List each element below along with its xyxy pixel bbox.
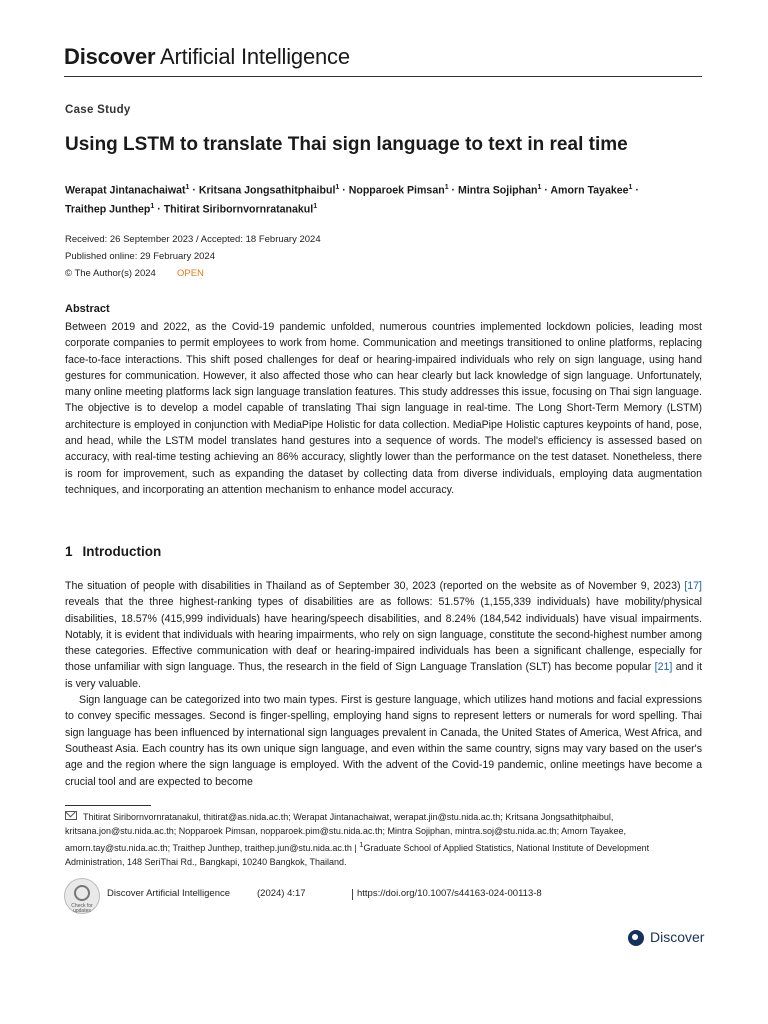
author-name[interactable]: Thitirat Siribornvornratanakul [163,203,314,216]
introduction-body [65,578,702,790]
author-list: Werapat Jintanachaiwat$^1$ · Kritsana Jongsathitphaibul$^1$ · Nopparoek Pimsan$^1$ · Mintra Sojiphan$^1$ · Amorn Tayakee$^1$ · Traithep Junthep$^1$ · Thitirat Siribornvornratanakul$^1$ [65,184,639,216]
header-rule [64,76,702,77]
abstract-heading: Abstract [65,303,110,315]
section-heading [65,544,161,559]
affiliation-mark: 1 [444,184,449,191]
correspondence-footnote [65,811,702,869]
affiliation-mark: 1 [628,184,633,191]
affiliation-mark: 1 [185,184,190,191]
affiliation-text: Graduate School of Applied Statistics, National Institute of Development Administration, 148 SeriThai Rd., Bangkapi, 10240 Bangkok, Thailand. [65,843,650,867]
copyright: © The Author(s) 2024 [65,268,156,279]
article-type: Case Study [65,104,131,116]
author-emails[interactable]: Thitirat Siribornvornratanakul, thitirat@as.nida.ac.th; Werapat Jintanachaiwat, werapat.jin@stu.nida.ac.th; Kritsana Jongsathitphaibul, kritsana.jon@stu.nida.ac.th; Nopparoek Pimsan, nopparoek.pim@stu.nida.ac.th; Mintra Sojiphan, mintra.soj@stu.nida.ac.th; Amorn Tayakee, amorn.tay@stu.nida.ac.th; Traithep Junthep, traithep.jun@stu.nida.ac.th | [65,812,627,853]
footnote-rule [65,805,151,806]
journal-name-rest: Artificial Intelligence [160,44,350,69]
paragraph: Sign language can be categorized into two main types. First is gesture language, which utilizes hand motions and facial expressions to convey specific messages. Second is finger-spelling, employing hand signs to represent letters or numerals for word spelling. Thai sign language has been influenced by international sign languages prevalent in Canada, the United States of America, West Africa, and Southeast Asia. Each country has its own unique sign language, and even within the same country, signs may vary based on the user's age and the region where the sign language is employed. With the advent of the Covid-19 pandemic, online meetings have become a crucial tool and are expected to become [65,694,702,788]
footer-volume: (2024) 4:17 [257,888,306,899]
paragraph-text: and it is very valuable. [65,661,703,690]
author-name[interactable]: Kritsana Jongsathitphaibul [198,184,336,197]
section-number: 1 [65,544,73,559]
affiliation-mark: 1 [359,840,364,849]
journal-name [64,44,350,70]
check-for-updates-label: Check for updates [71,903,93,914]
citation-link[interactable]: [21] [654,661,673,674]
affiliation-mark: 1 [150,202,155,210]
paragraph-text: The situation of people with disabilities in Thailand as of September 30, 2023 (reported on the website as of November 9, 2023) [65,580,685,592]
author-name[interactable]: Amorn Tayakee [550,184,629,197]
author-name[interactable]: Werapat Jintanachaiwat [65,184,186,197]
citation-link[interactable]: [17] [684,580,702,592]
discover-brand: Discover [650,929,705,945]
affiliation-mark: 1 [313,202,318,210]
discover-logo-icon [628,930,644,946]
author-name[interactable]: Traithep Junthep [65,203,151,216]
footer-divider [352,889,353,900]
doi-link[interactable]: https://doi.org/10.1007/s44163-024-00113-8 [357,888,542,899]
abstract-text: Between 2019 and 2022, as the Covid-19 pandemic unfolded, numerous countries implemented lockdown policies, leading most corporate companies to permit employees to work from home. Communication and meetings transitioned to online platforms, replacing face-to-face interactions. This shift posed challenges for deaf or hearing-impaired individuals who rely on sign language, using hand gestures for communication. However, it also affected those who can hear clearly but lack knowledge of sign language. Unfortunately, many online meeting platforms lack sign language translation features. This study addresses this issue, focusing on Thai sign language. The objective is to develop a model capable of translating Thai sign language in real-time. The Long Short-Term Memory (LSTM) architecture is employed in conjunction with MediaPipe Holistic for data collection. MediaPipe Holistic captures keypoints of hand, pose, and head, while the LSTM model translates hand gestures into a sequence of words. The model's efficiency is assessed based on accuracy, with real-time testing achieving an 86% accuracy, slightly lower than the performance on the test dataset. Nonetheless, there is room for improvement, such as expanding the dataset by collecting data from diverse individuals, employing data augmentation techniques, and incorporating an attention mechanism to enhance model accuracy. [65,321,702,496]
section-title: Introduction [82,544,162,559]
received-accepted-dates: Received: 26 September 2023 / Accepted: 18 February 2024 [65,234,321,245]
author-name[interactable]: Mintra Sojiphan [458,184,538,197]
envelope-icon [65,811,77,820]
open-access-badge: OPEN [177,268,204,279]
paragraph-text: reveals that the three highest-ranking types of disabilities are as follows: 51.57% (1,155,339 individuals) have mobility/physical disabilities, 18.57% (415,999 individuals) have hearing/speech disabilities, and 8.24% (184,542 individuals) have visual impairments. Notably, it is evident that individuals with hearing impairments, who rely on sign language, constitute the second-highest number among these categories. Effective communication with deaf or hearing-impaired individuals has been a significant challenge, especially for those unfamiliar with sign language. Thus, the research in the field of Sign Language Translation (SLT) has become popular [65,596,702,674]
affiliation-mark: 1 [537,184,542,191]
published-date: Published online: 29 February 2024 [65,251,215,262]
author-name[interactable]: Nopparoek Pimsan [348,184,445,197]
affiliation-mark: 1 [335,184,340,191]
journal-name-bold: Discover [64,44,156,69]
paper-title: Using LSTM to translate Thai sign language to text in real time [65,134,628,155]
footer-journal: Discover Artificial Intelligence [107,888,231,899]
paragraph [65,578,702,692]
